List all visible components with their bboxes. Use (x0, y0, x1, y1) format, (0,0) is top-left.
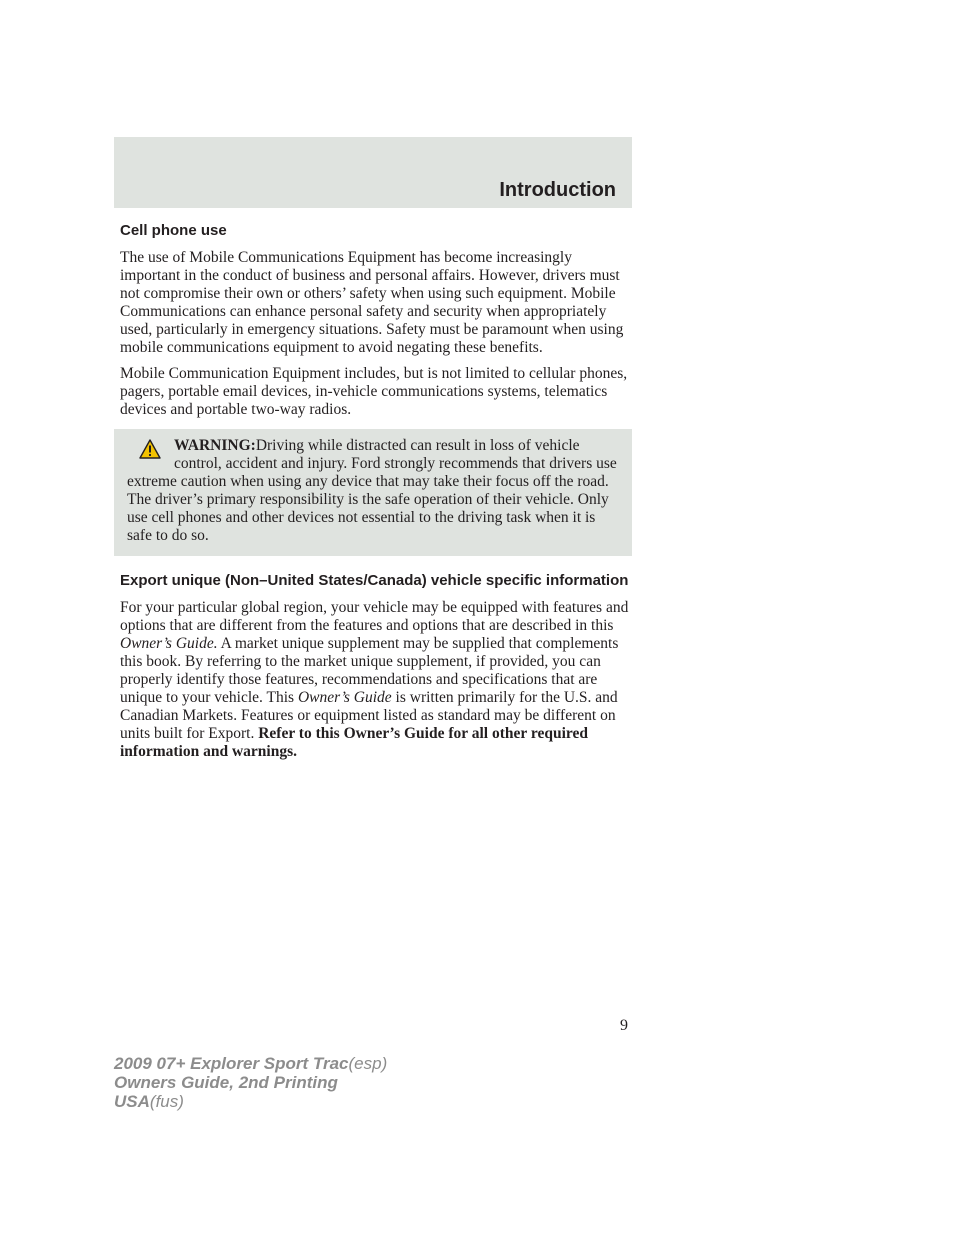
export-text-c: is written primarily for the U.S. and Canadian Markets. Features or equipment listed as standard may be different on units built for Export. (120, 689, 618, 742)
page-content (114, 222, 632, 769)
document-footer (114, 1054, 387, 1111)
export-text-a: For your particular global region, your vehicle may be equipped with features and options that are different from the features and options that are described in this (120, 599, 629, 634)
footer-model-code: (esp) (348, 1054, 388, 1073)
export-italic-guide-1: Owner’s Guide. (120, 635, 218, 652)
export-text-b: A market unique supplement may be supplied that complements this book. By referring to the market unique supplement, if provided, you can properly identify those features, recommendations and specifications that are unique to your vehicle. This (120, 635, 619, 706)
export-heading: Export unique (Non–United States/Canada) vehicle specific information (120, 572, 629, 589)
cell-phone-heading: Cell phone use (120, 222, 227, 239)
section-header-band (114, 137, 632, 208)
cell-phone-paragraph-1: The use of Mobile Communications Equipment has become increasingly important in the conduct of business and personal affairs. However, drivers must not compromise their own or others’ safety when using such equipment. Mobile Communications can enhance personal safety and security when appropriately used, particularly in emergency situations. Safety must be paramount when using mobile communications equipment to avoid negating these benefits. (120, 249, 624, 356)
warning-text (127, 437, 622, 545)
footer-line-3 (114, 1092, 387, 1111)
export-bold-reference: Refer to this Owner’s Guide for all other required information and warnings. (120, 725, 588, 760)
section-title: Introduction (499, 179, 616, 201)
export-paragraph (120, 599, 632, 761)
export-italic-guide-2: Owner’s Guide (297, 689, 392, 706)
warning-box (114, 429, 632, 556)
footer-market: USA (114, 1092, 150, 1111)
cell-phone-paragraph-2: Mobile Communication Equipment includes, but is not limited to cellular phones, pagers, portable email devices, in-vehicle communications systems, telematics devices and portable two-way radios. (120, 365, 628, 418)
footer-line-2: Owners Guide, 2nd Printing (114, 1073, 338, 1092)
footer-model: 2009 07+ Explorer Sport Trac (114, 1054, 349, 1073)
page-number: 9 (620, 1017, 628, 1034)
footer-line-1 (114, 1054, 387, 1073)
warning-triangle-icon (139, 439, 161, 459)
warning-label: WARNING: (174, 437, 256, 454)
warning-body: Driving while distracted can result in loss of vehicle control, accident and injury. Ford strongly recommends that drivers use extreme caution when using any device that may take their focus off the road. The driver’s primary responsibility is the safe operation of their vehicle. Only use cell phones and other devices not essential to the driving task when it is safe to do so. (127, 437, 617, 544)
footer-market-code: (fus) (149, 1092, 184, 1111)
